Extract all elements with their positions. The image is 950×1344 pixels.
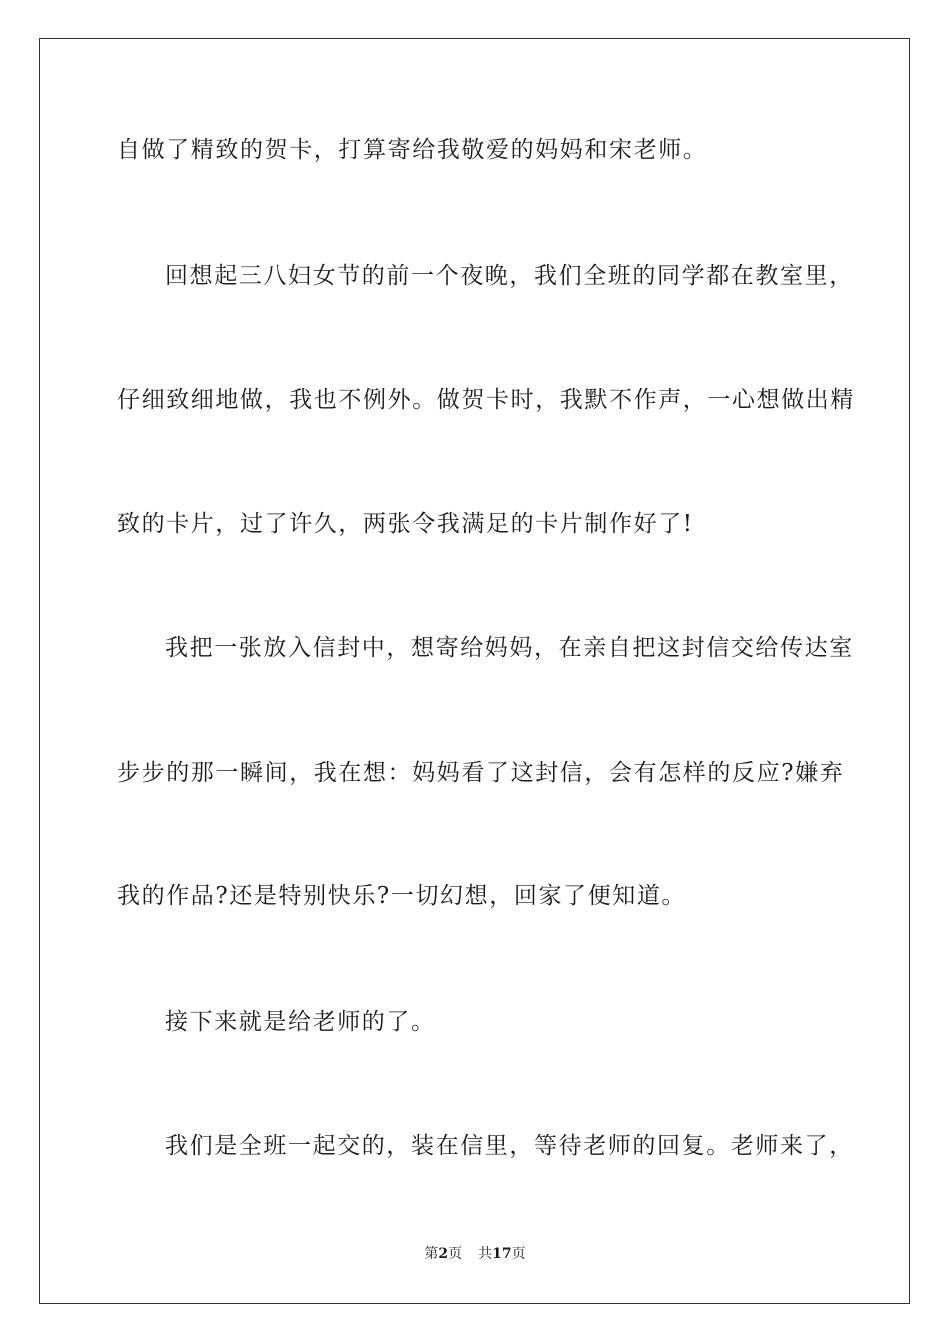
total-pages: 17 — [492, 1246, 512, 1262]
text-line: 我的作品?还是特别快乐?一切幻想，回家了便知道。 — [117, 883, 687, 909]
paragraph-line: 我把一张放入信封中，想寄给妈妈，在亲自把这封信交给传达室 — [165, 635, 854, 661]
text-line: 步步的那一瞬间，我在想：妈妈看了这封信，会有怎样的反应?嫌弃 — [117, 760, 845, 786]
text-line: 仔细致细地做，我也不例外。做贺卡时，我默不作声，一心想做出精 — [117, 387, 855, 413]
page-prefix: 第 — [424, 1246, 439, 1262]
total-prefix: 共 — [478, 1246, 493, 1262]
text-line: 致的卡片，过了许久，两张令我满足的卡片制作好了! — [117, 511, 694, 537]
paragraph-line: 我们是全班一起交的，装在信里，等待老师的回复。老师来了， — [165, 1133, 854, 1159]
total-suffix: 页 — [511, 1246, 526, 1262]
page-number: 2 — [438, 1246, 449, 1262]
text-line: 自做了精致的贺卡，打算寄给我敬爱的妈妈和宋老师。 — [117, 137, 708, 163]
page-border — [39, 38, 910, 1304]
paragraph-line: 接下来就是给老师的了。 — [165, 1009, 436, 1035]
page-suffix: 页 — [448, 1246, 463, 1262]
page-footer — [0, 1244, 950, 1264]
paragraph-line: 回想起三八妇女节的前一个夜晚，我们全班的同学都在教室里， — [165, 263, 854, 289]
